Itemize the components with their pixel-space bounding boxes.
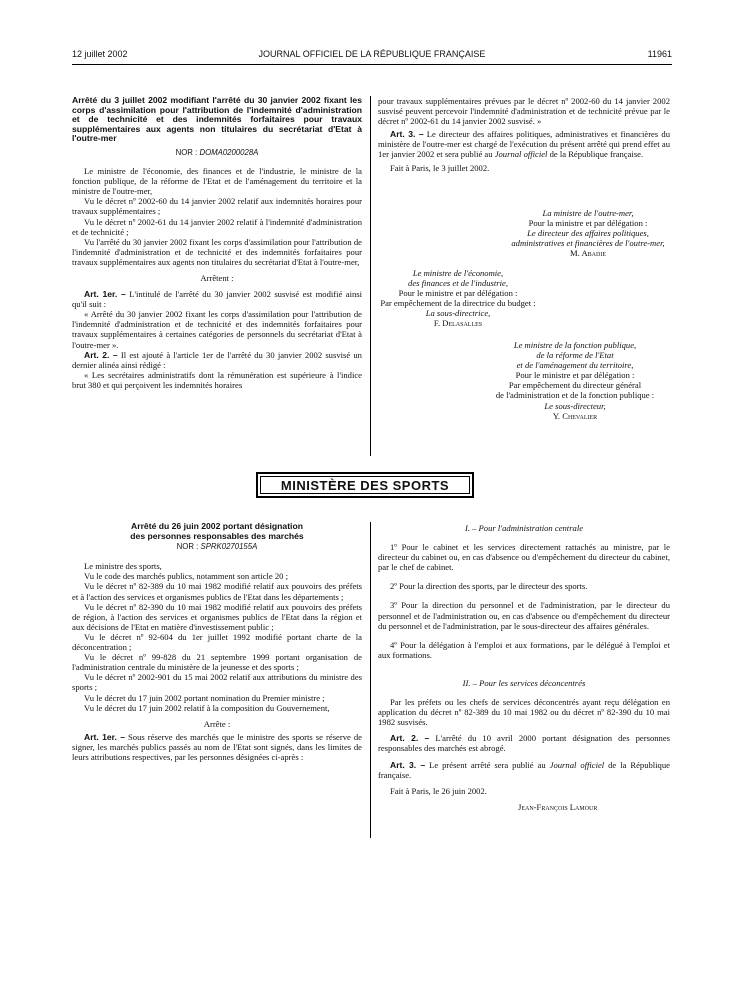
- page-number: 11961: [647, 49, 672, 59]
- signatory-title: des finances et de l'industrie,: [408, 278, 508, 289]
- delegation: Pour le ministre et par délégation :: [398, 288, 518, 299]
- arrete-2-nor: [72, 542, 362, 552]
- journal-ref: Journal officiel: [494, 149, 548, 160]
- signature-block-2: [368, 268, 548, 329]
- paragraph: Le ministre de l'économie, des finances et de l'industrie, le ministre de la fonction publique, de la réforme de l'Etat et de l'aménagement du territoire et la ministre de l'outre-mer,: [72, 166, 362, 197]
- list-item: 1º Pour le cabinet et les services directement rattachés au ministre, par le directeur du cabinet ou, en cas d'absence ou d'empêchement du directeur du cabinet, par le chef de cabinet.: [378, 542, 670, 573]
- quote: « Les secrétaires administratifs dont la rémunération est supérieure à l'indice brut 380 et qui perçoivent les indemnités horaires: [72, 369, 362, 390]
- impediment: de l'administration et de la fonction publique :: [495, 390, 655, 401]
- article-2: [378, 733, 670, 753]
- arrete-2-right-column: [378, 522, 670, 812]
- arrete-1-right-column: [378, 96, 670, 421]
- article-text: L'arrêté du 10 avril 2000 portant désignation des personnes responsables des marchés est abrogé.: [378, 733, 670, 754]
- paragraph: Vu l'arrêté du 30 janvier 2002 fixant les corps d'assimilation pour l'attribution de l'indemnité d'administration et de technicité et des indemnités forfaitaires pour travaux supplémentaires aux agents non titulaires du secrétariat d'Etat à l'outre-mer,: [72, 236, 362, 267]
- article-3: [378, 760, 670, 780]
- issue-date: 12 juillet 2002: [72, 49, 128, 59]
- delegation: Pour la ministre et par délégation :: [528, 218, 648, 229]
- ministry-banner: [256, 472, 474, 498]
- article-text: de la République française.: [547, 149, 644, 160]
- quote: « Arrêté du 30 janvier 2002 fixant les corps d'assimilation pour l'attribution de l'indemnité d'administration et de technicité et des indemnités forfaitaires pour travaux supplémentaires à certaines catégories de personnels du secrétariat d'Etat à l'outre-mer ».: [72, 309, 362, 350]
- signatory-title: et de l'aménagement du territoire,: [516, 360, 634, 371]
- ministry-label: MINISTÈRE DES SPORTS: [260, 476, 470, 494]
- article-label: Art. 1er. –: [84, 289, 126, 300]
- article-label: Art. 2. –: [84, 349, 118, 360]
- fait: Fait à Paris, le 3 juillet 2002.: [390, 162, 490, 173]
- article-2: [72, 350, 362, 370]
- article-text: Il est ajouté à l'article 1er de l'arrêté du 30 janvier 2002 susvisé un dernier alinéa ainsi rédigé :: [72, 349, 362, 370]
- signatory-title: La ministre de l'outre-mer,: [542, 208, 634, 218]
- article-label: Art. 3. –: [390, 759, 426, 770]
- list-item: 4º Pour la délégation à l'emploi et aux formations, par le délégué à l'emploi et aux formations.: [378, 639, 670, 660]
- nor-label: NOR :: [175, 147, 198, 157]
- signatory-role: administratives et financières de l'outre-mer,: [511, 238, 665, 249]
- signatory-name: F. Delasalles: [433, 318, 483, 329]
- article-text: L'intitulé de l'arrêté du 30 janvier 2002 susvisé est modifié ainsi qu'il suit :: [72, 289, 362, 310]
- signatory-title: Le ministre de la fonction publique,: [513, 340, 637, 350]
- arrete-1-left-column: [72, 96, 362, 390]
- impediment: Par empêchement du directeur général: [508, 380, 642, 391]
- article-label: Art. 2. –: [390, 733, 430, 744]
- journal-title: JOURNAL OFFICIEL DE LA RÉPUBLIQUE FRANÇAISE: [258, 49, 486, 59]
- column-divider: [370, 522, 371, 838]
- signatory-role: Le sous-directeur,: [544, 400, 606, 411]
- section-heading: [378, 678, 670, 688]
- paragraph: Vu le code des marchés publics, notamment son article 20 ;: [84, 571, 289, 582]
- nor-code: SPRK0270155A: [200, 542, 258, 552]
- signatory-title: Le ministre de l'économie,: [412, 268, 504, 278]
- article-1: [72, 732, 362, 762]
- arretent: Arrêtent :: [200, 273, 234, 283]
- paragraph: Vu le décret nº 82-389 du 10 mai 1982 modifié relatif aux pouvoirs des préfets et à l'action des services et organismes publics de l'Etat dans les départements ;: [72, 581, 362, 602]
- arrete-1-nor: [72, 148, 362, 158]
- paragraph: Vu le décret nº 82-390 du 10 mai 1982 modifié relatif aux pouvoirs des préfets de région, à l'action des services et organismes publics de l'Etat dans la région et aux décisions de l'Etat en matière d'investissement public ;: [72, 601, 362, 632]
- section-1-title: I. – Pour l'administration centrale: [464, 523, 584, 533]
- article-text: de la République française.: [378, 759, 670, 780]
- paragraph: Vu le décret nº 99-828 du 21 septembre 1999 portant organisation de l'administration centrale du ministère de la jeunesse et des sports ;: [72, 652, 362, 673]
- list-item: 2º Pour la direction des sports, par le directeur des sports.: [390, 581, 588, 592]
- arrete: Arrête :: [203, 718, 231, 729]
- signatory-role: Le directeur des affaires politiques,: [527, 228, 649, 239]
- header-rule: [72, 64, 672, 65]
- signatory-title: de la réforme de l'Etat: [536, 350, 614, 361]
- section-heading: [378, 523, 670, 533]
- impediment: Par empêchement de la directrice du budget :: [380, 298, 536, 309]
- paragraph: Vu le décret du 17 juin 2002 portant nomination du Premier ministre ;: [84, 692, 325, 703]
- fait: Fait à Paris, le 26 juin 2002.: [390, 785, 487, 796]
- paragraph: Vu le décret du 17 juin 2002 relatif à la composition du Gouvernement,: [84, 702, 330, 713]
- signatory-role: La sous-directrice,: [425, 308, 491, 319]
- article-1: [72, 289, 362, 309]
- signatory-name: M. Abadie: [569, 248, 606, 259]
- page-header: [72, 49, 672, 63]
- article-text: Le présent arrêté sera publié au: [429, 759, 550, 770]
- signatory-name: Jean-François Lamour: [518, 801, 598, 812]
- paragraph: Vu le décret nº 92-604 du 1er juillet 1992 modifié portant charte de la déconcentration ;: [72, 631, 362, 653]
- article-label: Art. 1er. –: [84, 731, 125, 742]
- paragraph: Vu le décret nº 2002-60 du 14 janvier 2002 relatif aux indemnités horaires pour travaux supplémentaires ;: [72, 196, 362, 217]
- article-text: Sous réserve des marchés que le ministre des sports se réserve de signer, les marchés publics passés au nom de l'Etat sont signés, dans les limites de leurs attributions respectives, par les personnes désignées ci-après :: [72, 731, 362, 762]
- paragraph: Le ministre des sports,: [84, 561, 162, 572]
- delegation: Pour le ministre et par délégation :: [515, 370, 635, 381]
- section-2-title: II. – Pour les services déconcentrés: [462, 677, 586, 688]
- paragraph: Par les préfets ou les chefs de services déconcentrés ayant reçu délégation en application du décret nº 82-389 du 10 mai 1982 ou du décret nº 82-390 du 10 mai 1982 susvisés.: [378, 697, 670, 728]
- signature-block-3: [470, 340, 680, 421]
- nor-code: DOMA0200028A: [199, 147, 259, 157]
- arrete-2-title-line1: Arrêté du 26 juin 2002 portant désignation: [131, 521, 303, 531]
- nor-label: NOR :: [176, 542, 199, 552]
- article-text: Le directeur des affaires politiques, administratives et financières du ministère de l'outre-mer est chargé de l'exécution du présent arrêté qui prend effet au 1er janvier 2002 et sera publié au: [378, 129, 670, 160]
- arrete-2-left-column: [72, 522, 362, 762]
- paragraph: Vu le décret nº 2002-901 du 15 mai 2002 relatif aux attributions du ministre des sports ;: [72, 672, 362, 693]
- arrete-1-title: Arrêté du 3 juillet 2002 modifiant l'arrêté du 30 janvier 2002 fixant les corps d'assimilation pour l'attribution de l'indemnité d'administration et de technicité et des indemnités forfaitaires pour travaux supplémentaires aux agents non titulaires du secrétariat d'Etat à l'outre-mer: [72, 95, 362, 144]
- arrete-2-title-line2: des personnes responsables des marchés: [130, 530, 304, 541]
- signatory-name: Y. Chevalier: [552, 410, 598, 421]
- journal-ref: Journal officiel: [549, 759, 605, 770]
- list-item: 3º Pour la direction du personnel et de l'administration, par le directeur du personnel et de l'administration ou, en cas d'absence ou d'empêchement du directeur du personnel et de l'administration, par le sous-directeur des affaires générales.: [378, 600, 670, 631]
- article-3: [378, 129, 670, 159]
- article-label: Art. 3. –: [390, 129, 424, 140]
- paragraph: pour travaux supplémentaires prévues par le décret nº 2002-60 du 14 janvier 2002 susvisé peuvent percevoir l'indemnité d'administration et de technicité prévue par le décret nº 2002-61 du 14 janvier 2002 susvisé. »: [378, 96, 670, 127]
- paragraph: Vu le décret nº 2002-61 du 14 janvier 2002 relatif à l'indemnité d'administration et de technicité ;: [72, 216, 362, 237]
- signature-block-1: [498, 208, 678, 258]
